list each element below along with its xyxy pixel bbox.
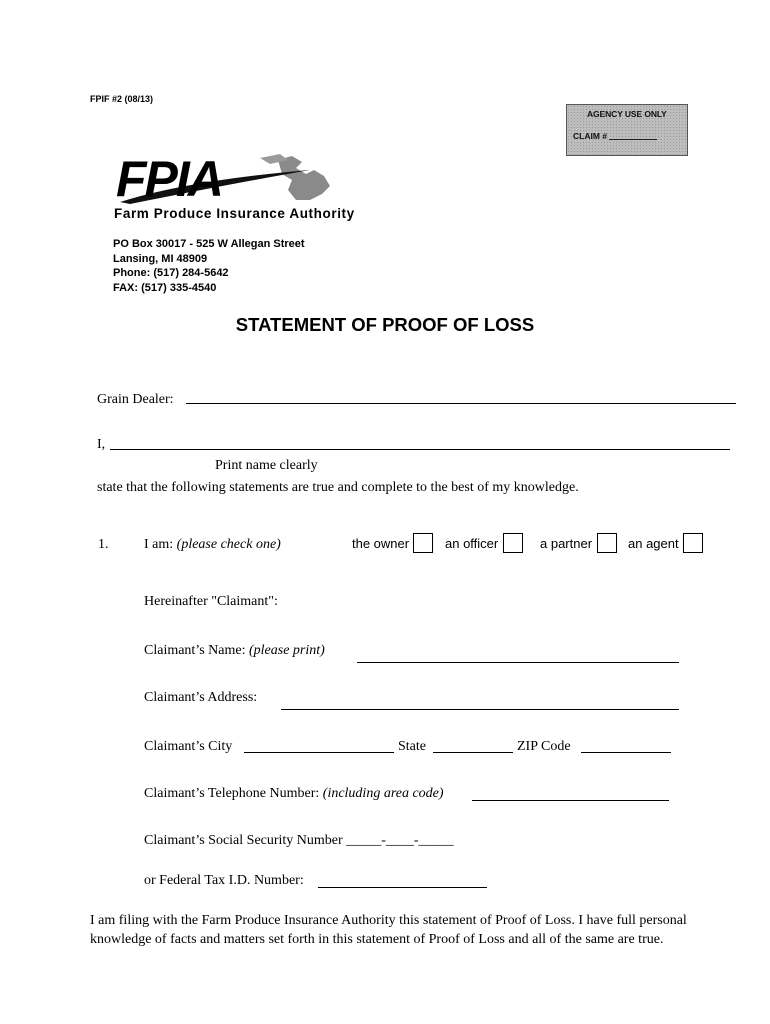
print-name-label: Print name clearly [215,458,318,473]
item-number: 1. [98,537,109,552]
option-officer-label: an officer [445,536,499,551]
including-area-code: (including area code) [322,786,444,801]
tax-id-label: or Federal Tax I.D. Number: [144,873,304,888]
i-am-text: I am: [144,537,174,552]
state-label: State [398,739,426,754]
phone: Phone: (517) 284-5642 [113,267,229,279]
please-check-one: (please check one) [176,537,281,552]
ssn-field[interactable]: _____-____-_____ [346,833,454,848]
telephone-text: Claimant’s Telephone Number: [144,786,320,801]
fpia-logo [110,150,350,206]
claimant-city-label: Claimant’s City [144,739,233,754]
form-id: FPIF #2 (08/13) [90,94,154,104]
claimant-address-label: Claimant’s Address: [144,690,258,705]
telephone-label [144,786,444,802]
zip-label: ZIP Code [517,739,571,754]
address-block [113,237,305,295]
tax-id-field[interactable] [318,887,487,888]
checkbox-agent[interactable] [683,533,703,553]
option-partner-label: a partner [540,536,593,551]
hereinafter-label: Hereinafter "Claimant": [144,594,278,609]
logo-letters: FPIA [116,151,222,206]
fax: FAX: (517) 335-4540 [113,281,217,294]
please-print: (please print) [248,643,325,658]
address-line-2: Lansing, MI 48909 [113,252,208,265]
telephone-field[interactable] [472,800,669,801]
claimant-address-field[interactable] [281,709,679,710]
grain-dealer-field[interactable] [186,403,736,404]
print-name-field[interactable] [110,449,730,450]
org-name: Farm Produce Insurance Authority [114,206,355,221]
ssn-text: Claimant’s Social Security Number [144,833,343,848]
claim-label: CLAIM # [573,131,607,141]
closing-paragraph: I am filing with the Farm Produce Insurance Authority this statement of Proof of Loss. I have full personal knowledge of facts and matters set forth in this statement of Proof of Loss and all of the same are true. [90,913,687,947]
checkbox-partner[interactable] [597,533,617,553]
i-label: I, [97,437,106,452]
option-owner-label: the owner [352,536,410,551]
agency-use-box [566,104,688,156]
claim-number-field [573,131,657,141]
agency-use-only-label: AGENCY USE ONLY [587,109,667,119]
claimant-name-field[interactable] [357,662,679,663]
i-am-label [144,537,281,553]
statement-text: state that the following statements are true and complete to the best of my knowledge. [97,480,579,495]
michigan-map-icon [278,156,330,200]
checkbox-owner[interactable] [413,533,433,553]
claimant-name-text: Claimant’s Name: [144,643,246,658]
ssn-label [144,833,454,849]
claim-blank [609,139,657,140]
claimant-name-label [144,643,325,659]
state-field[interactable] [433,752,513,753]
grain-dealer-label: Grain Dealer: [97,392,174,407]
option-agent-label: an agent [628,536,679,551]
checkbox-officer[interactable] [503,533,523,553]
address-line-1: PO Box 30017 - 525 W Allegan Street [113,238,305,250]
claimant-city-field[interactable] [244,752,394,753]
form-title-text: STATEMENT OF PROOF OF LOSS [235,314,535,335]
zip-field[interactable] [581,752,671,753]
form-title [0,314,770,336]
